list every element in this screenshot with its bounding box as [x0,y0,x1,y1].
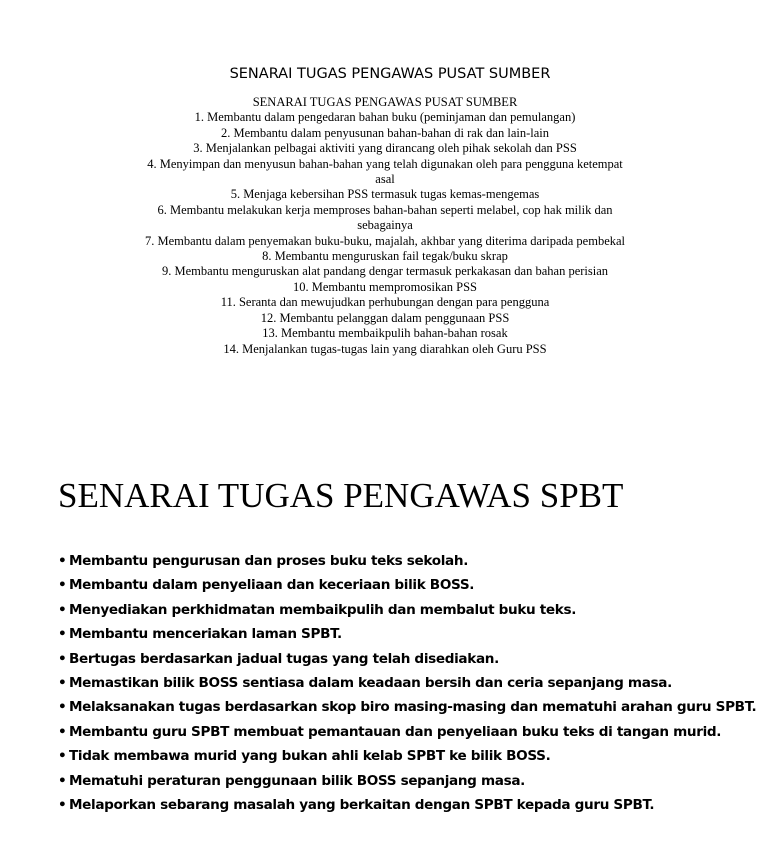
list-item-text: Melaporkan sebarang masalah yang berkaitan dengan SPBT kepada guru SPBT. [69,797,655,814]
list-item-text: Membantu guru SPBT membuat pemantauan dan penyeliaan buku teks di tangan murid. [69,723,722,740]
list-line: 12. Membantu pelanggan dalam penggunaan PSS [260,310,510,325]
list-line: 8. Membantu menguruskan fail tegak/buku skrap [262,249,508,264]
list-line: 6. Membantu melakukan kerja memproses bahan-bahan seperti melabel, cop hak milik dan [157,202,613,217]
list-line: 9. Membantu menguruskan alat pandang dengar termasuk perkakasan dan bahan perisian [161,264,609,279]
list-item-text: Tidak membawa murid yang bukan ahli kelab SPBT ke bilik BOSS. [69,748,551,765]
list-item-text: Bertugas berdasarkan jadual tugas yang telah disediakan. [69,650,499,667]
bullet-icon: • [58,723,67,740]
bullet-icon: • [58,553,67,569]
list-item [58,671,756,695]
bullet-icon: • [58,772,67,789]
bullet-list [58,549,756,817]
bullet-icon: • [58,577,67,594]
slide-heading: SENARAI TUGAS PENGAWAS SPBT [58,476,624,515]
list-item [58,622,756,646]
list-line: sebagainya [357,218,413,233]
list-line: 5. Menjaga kebersihan PSS termasuk tugas kemas-mengemas [230,187,540,202]
duty-list [100,95,670,357]
bullet-icon: • [58,650,67,667]
bullet-icon: • [58,748,67,765]
list-line: 14. Menjalankan tugas-tugas lain yang diarahkan oleh Guru PSS [223,341,547,356]
list-item [58,769,756,793]
bullet-icon: • [58,699,67,716]
list-item-text: Mematuhi peraturan penggunaan bilik BOSS sepanjang masa. [69,772,525,789]
list-item [58,744,756,768]
bullet-icon: • [58,626,67,643]
list-item-text: Membantu pengurusan dan proses buku teks sekolah. [69,553,469,569]
list-item [58,695,756,719]
list-line: SENARAI TUGAS PENGAWAS PUSAT SUMBER [252,95,518,109]
list-line: 2. Membantu dalam penyusunan bahan-bahan di rak dan lain-lain [220,125,550,140]
list-item-text: Membantu dalam penyeliaan dan keceriaan bilik BOSS. [69,577,475,594]
list-item-text: Membantu menceriakan laman SPBT. [69,626,342,643]
slide-spbt [0,440,768,866]
list-line: 7. Membantu dalam penyemakan buku-buku, majalah, akhbar yang diterima daripada pembekal [144,233,626,248]
list-item [58,647,756,671]
list-item [58,793,756,817]
list-item [58,573,756,597]
list-item-text: Menyediakan perkhidmatan membaikpulih dan membalut buku teks. [69,601,577,618]
list-item [58,598,756,622]
slide-title: SENARAI TUGAS PENGAWAS PUSAT SUMBER [229,66,551,82]
bullet-icon: • [58,797,67,814]
bullet-icon: • [58,601,67,618]
list-line: 11. Seranta dan mewujudkan perhubungan dengan para pengguna [220,295,550,310]
list-line: 1. Membantu dalam pengedaran bahan buku (peminjaman dan pemulangan) [194,110,576,125]
list-line: 3. Menjalankan pelbagai aktiviti yang dirancang oleh pihak sekolah dan PSS [193,141,577,156]
list-item [58,720,756,744]
list-line: 10. Membantu mempromosikan PSS [292,279,478,294]
list-item-text: Memastikan bilik BOSS sentiasa dalam keadaan bersih dan ceria sepanjang masa. [69,675,672,692]
list-line: 13. Membantu membaikpulih bahan-bahan rosak [262,326,508,341]
list-line: asal [375,172,395,187]
list-item [58,549,756,573]
list-item-text: Melaksanakan tugas berdasarkan skop biro masing-masing dan mematuhi arahan guru SPBT. [69,699,757,716]
list-line: 4. Menyimpan dan menyusun bahan-bahan yang telah digunakan oleh para pengguna ketempat [147,156,623,171]
bullet-icon: • [58,675,67,692]
slide-pusat-sumber [0,0,768,420]
